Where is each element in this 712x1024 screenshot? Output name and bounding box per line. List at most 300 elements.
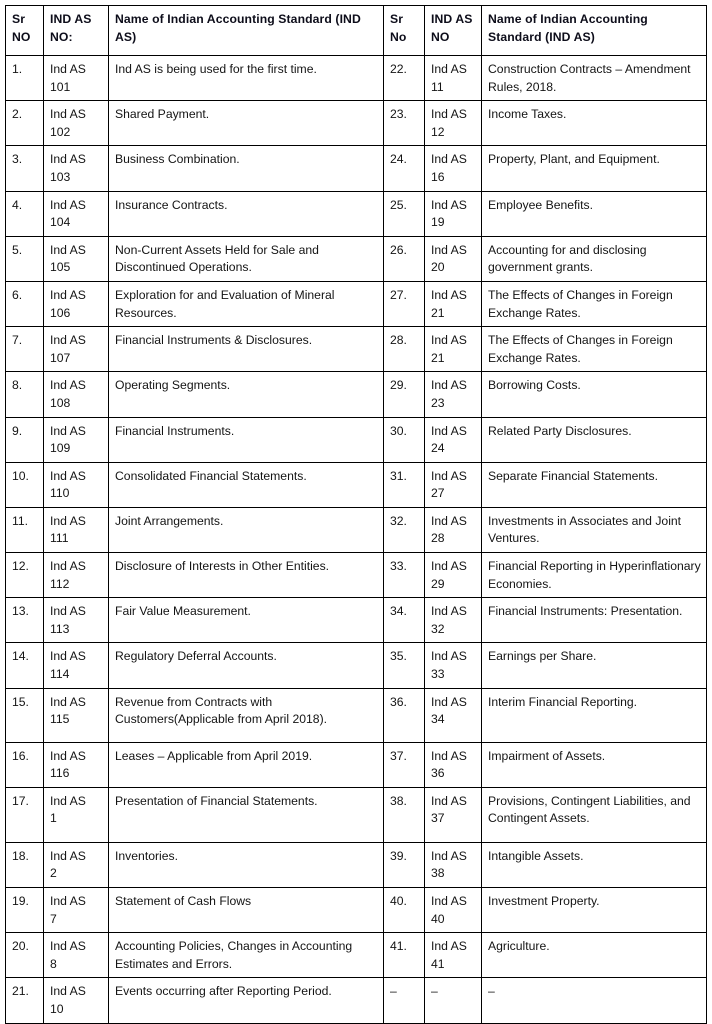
cell-sr-no-left (6, 787, 44, 842)
cell-ind-as-no-left-prefix: Ind AS (50, 423, 86, 438)
cell-standard-name-right-text: Interim Financial Reporting. (488, 694, 638, 709)
cell-sr-no-left (6, 553, 44, 598)
cell-ind-as-no-left-number: 112 (50, 576, 70, 591)
cell-standard-name-left (109, 327, 384, 372)
cell-ind-as-no-left-number: 101 (50, 79, 71, 94)
cell-ind-as-no-left-wrapper (50, 894, 86, 926)
cell-sr-no-right-text: 33. (390, 559, 407, 574)
cell-ind-as-no-left-wrapper (50, 559, 86, 591)
table-body (6, 56, 707, 1024)
cell-standard-name-right-text: Property, Plant, and Equipment. (488, 152, 660, 167)
cell-sr-no-right (384, 688, 425, 742)
cell-standard-name-left-text: Insurance Contracts. (115, 197, 228, 212)
table-row (6, 507, 707, 552)
cell-ind-as-no-right-wrapper (431, 849, 467, 881)
cell-ind-as-no-right-wrapper (431, 695, 467, 727)
cell-ind-as-no-left-wrapper (50, 794, 86, 826)
cell-standard-name-left-text: Joint Arrangements. (115, 513, 224, 528)
cell-sr-no-left-text: 5. (12, 242, 23, 257)
cell-ind-as-no-left-wrapper (50, 243, 86, 275)
cell-standard-name-left (109, 372, 384, 417)
cell-ind-as-no-right-number: 41 (431, 956, 445, 971)
cell-ind-as-no-left-number: 2 (50, 866, 57, 881)
cell-ind-as-no-right-number: 27 (431, 486, 445, 501)
cell-standard-name-right (482, 191, 707, 236)
cell-sr-no-right (384, 56, 425, 101)
cell-ind-as-no-left (44, 236, 109, 281)
cell-sr-no-right (384, 742, 425, 787)
cell-sr-no-right (384, 888, 425, 933)
cell-standard-name-left-text: Financial Instruments. (115, 423, 235, 438)
cell-ind-as-no-right (425, 842, 482, 887)
header-line-2: NO (12, 29, 31, 44)
cell-standard-name-right-text: Financial Reporting in Hyperinflationary Economies. (488, 559, 701, 591)
cell-ind-as-no-left (44, 417, 109, 462)
cell-standard-name-right-text: Separate Financial Statements. (488, 468, 659, 483)
cell-ind-as-no-right-prefix: Ind AS (431, 748, 467, 763)
cell-standard-name-left-text: Business Combination. (115, 152, 240, 167)
cell-ind-as-no-right-wrapper (431, 62, 467, 94)
cell-ind-as-no-left-number: 113 (50, 621, 70, 636)
cell-ind-as-no-right-number: 21 (431, 305, 445, 320)
header-line-2: AS) (115, 29, 137, 44)
cell-ind-as-no-right-prefix: Ind AS (431, 333, 467, 348)
cell-ind-as-no-right-wrapper (431, 939, 467, 971)
cell-ind-as-no-right-wrapper (431, 198, 467, 230)
cell-ind-as-no-right-wrapper (431, 559, 467, 591)
cell-sr-no-right (384, 236, 425, 281)
cell-ind-as-no-left-prefix: Ind AS (50, 604, 86, 619)
cell-sr-no-right (384, 643, 425, 688)
cell-ind-as-no-right (425, 462, 482, 507)
cell-standard-name-right-text: The Effects of Changes in Foreign Exchange Rates. (488, 287, 673, 320)
cell-standard-name-right (482, 462, 707, 507)
table-row (6, 787, 707, 842)
cell-sr-no-left (6, 888, 44, 933)
cell-sr-no-right (384, 978, 425, 1023)
cell-ind-as-no-left-prefix: Ind AS (50, 848, 86, 863)
cell-ind-as-no-right-wrapper (431, 514, 467, 546)
cell-ind-as-no-right-prefix: Ind AS (431, 287, 467, 302)
cell-ind-as-no-right-prefix: Ind AS (431, 468, 467, 483)
cell-standard-name-left (109, 688, 384, 742)
cell-standard-name-left-text: Shared Payment. (115, 107, 210, 122)
header-line-1: Sr (390, 12, 404, 26)
cell-standard-name-left-text: Ind AS is being used for the first time. (115, 62, 317, 76)
cell-ind-as-no-left-prefix: Ind AS (50, 694, 86, 709)
cell-sr-no-left (6, 842, 44, 887)
cell-sr-no-right-text: 26. (390, 242, 407, 257)
column-header-ind-as-no-left (44, 6, 109, 56)
cell-ind-as-no-right-wrapper (431, 243, 467, 275)
cell-sr-no-left (6, 372, 44, 417)
cell-standard-name-left (109, 643, 384, 688)
cell-standard-name-right-text: Agriculture. (488, 939, 550, 954)
cell-ind-as-no-right-number: 12 (431, 124, 445, 139)
table-row (6, 417, 707, 462)
cell-ind-as-no-left-number: 108 (50, 395, 71, 410)
cell-ind-as-no-right-prefix: Ind AS (431, 939, 467, 954)
cell-sr-no-left-text: 12. (12, 559, 29, 574)
cell-ind-as-no-right-number: 38 (431, 866, 445, 881)
cell-ind-as-no-right (425, 643, 482, 688)
cell-ind-as-no-left (44, 643, 109, 688)
cell-ind-as-no-right (425, 101, 482, 146)
header-line-1: Name of Indian Accounting (488, 12, 648, 26)
cell-ind-as-no-right-wrapper (431, 649, 467, 681)
table-row (6, 842, 707, 887)
cell-ind-as-no-left (44, 56, 109, 101)
cell-ind-as-no-right-wrapper (431, 107, 467, 139)
table-row (6, 688, 707, 742)
cell-sr-no-left-text: 10. (12, 468, 29, 483)
cell-sr-no-right (384, 372, 425, 417)
cell-sr-no-right-text: 29. (390, 378, 407, 393)
column-header-standard-name-right (482, 6, 707, 56)
cell-sr-no-right-text: 32. (390, 513, 407, 528)
cell-sr-no-right-text: 27. (390, 287, 407, 302)
cell-ind-as-no-right-number: 24 (431, 441, 445, 456)
table-row (6, 598, 707, 643)
cell-standard-name-right (482, 236, 707, 281)
cell-standard-name-right (482, 978, 707, 1023)
cell-sr-no-left-text: 11. (12, 513, 29, 528)
cell-standard-name-right (482, 327, 707, 372)
cell-ind-as-no-left-prefix: Ind AS (50, 793, 86, 808)
cell-sr-no-left-text: 6. (12, 287, 23, 302)
cell-sr-no-left-text: 9. (12, 423, 23, 438)
cell-standard-name-left (109, 787, 384, 842)
cell-ind-as-no-right-number: 21 (431, 350, 445, 365)
cell-ind-as-no-left-prefix: Ind AS (50, 378, 86, 393)
cell-standard-name-left (109, 598, 384, 643)
cell-standard-name-right (482, 787, 707, 842)
header-line-1: Sr (12, 12, 26, 26)
cell-ind-as-no-right-prefix: Ind AS (431, 197, 467, 212)
table-row (6, 281, 707, 326)
cell-standard-name-right-text: Investments in Associates and Joint Ventures. (488, 513, 682, 546)
cell-standard-name-left (109, 146, 384, 191)
cell-ind-as-no-left-prefix: Ind AS (50, 894, 86, 908)
table-row (6, 553, 707, 598)
cell-ind-as-no-right (425, 56, 482, 101)
cell-standard-name-left (109, 101, 384, 146)
cell-ind-as-no-left (44, 553, 109, 598)
cell-standard-name-left-text: Events occurring after Reporting Period. (115, 984, 332, 999)
cell-sr-no-right-text: 40. (390, 894, 407, 908)
cell-sr-no-left-text: 1. (12, 62, 23, 76)
table-row (6, 462, 707, 507)
cell-ind-as-no-left-number: 7 (50, 911, 57, 926)
cell-sr-no-left (6, 462, 44, 507)
cell-ind-as-no-right-prefix: Ind AS (431, 423, 467, 438)
cell-ind-as-no-left-number: 104 (50, 215, 71, 230)
cell-ind-as-no-left-number: 111 (50, 531, 69, 546)
cell-sr-no-right (384, 101, 425, 146)
cell-standard-name-left (109, 462, 384, 507)
cell-standard-name-left (109, 553, 384, 598)
cell-sr-no-right-text: – (390, 984, 397, 999)
cell-ind-as-no-left-prefix: Ind AS (50, 333, 86, 348)
cell-ind-as-no-right-wrapper (431, 749, 467, 781)
cell-ind-as-no-right-wrapper (431, 333, 467, 365)
cell-ind-as-no-right-number: 33 (431, 667, 445, 682)
cell-sr-no-left-text: 14. (12, 649, 29, 664)
cell-standard-name-left-text: Non-Current Assets Held for Sale and Discontinued Operations. (115, 242, 319, 275)
cell-ind-as-no-left (44, 598, 109, 643)
table-row (6, 978, 707, 1023)
header-line-1: IND AS (50, 12, 92, 26)
cell-ind-as-no-left-prefix: Ind AS (50, 287, 86, 302)
cell-ind-as-no-left-prefix: Ind AS (50, 649, 86, 664)
cell-standard-name-left (109, 978, 384, 1023)
table-row (6, 742, 707, 787)
cell-ind-as-no-right (425, 191, 482, 236)
cell-ind-as-no-left-wrapper (50, 198, 86, 230)
cell-ind-as-no-left-number: 106 (50, 305, 71, 320)
cell-standard-name-right (482, 507, 707, 552)
cell-ind-as-no-left-wrapper (50, 984, 86, 1016)
cell-ind-as-no-right-prefix: Ind AS (431, 848, 467, 863)
cell-ind-as-no-left-wrapper (50, 649, 86, 681)
table-row (6, 146, 707, 191)
cell-ind-as-no-left-number: 1 (50, 811, 57, 826)
cell-standard-name-right-text: Construction Contracts – Amendment Rules, 2018. (488, 62, 691, 94)
cell-ind-as-no-right (425, 372, 482, 417)
cell-sr-no-left-text: 19. (12, 894, 29, 908)
cell-ind-as-no-right-wrapper (431, 794, 467, 826)
cell-ind-as-no-right (425, 553, 482, 598)
cell-standard-name-left (109, 742, 384, 787)
cell-standard-name-left-text: Disclosure of Interests in Other Entities. (115, 559, 330, 574)
cell-standard-name-right-text: Intangible Assets. (488, 848, 584, 863)
cell-sr-no-right-text: 24. (390, 152, 407, 167)
table-header-row (6, 6, 707, 56)
cell-sr-no-left (6, 507, 44, 552)
cell-sr-no-right-text: 39. (390, 848, 407, 863)
cell-sr-no-right (384, 842, 425, 887)
cell-sr-no-right-text: 41. (390, 939, 407, 954)
cell-sr-no-right-text: 28. (390, 333, 407, 348)
cell-ind-as-no-right-number: 40 (431, 911, 445, 926)
cell-standard-name-right-text: Related Party Disclosures. (488, 423, 632, 438)
cell-ind-as-no-right-wrapper (431, 984, 438, 998)
cell-sr-no-right (384, 598, 425, 643)
cell-ind-as-no-right-number: 32 (431, 621, 445, 636)
cell-ind-as-no-left-prefix: Ind AS (50, 197, 86, 212)
cell-standard-name-left-text: Accounting Policies, Changes in Accounting Estimates and Errors. (115, 939, 353, 971)
cell-ind-as-no-right (425, 281, 482, 326)
cell-ind-as-no-left-number: 115 (50, 712, 70, 727)
cell-sr-no-left-text: 8. (12, 378, 23, 393)
cell-standard-name-left-text: Leases – Applicable from April 2019. (115, 748, 313, 763)
cell-standard-name-right-text: Income Taxes. (488, 107, 567, 122)
cell-ind-as-no-left-number: 109 (50, 441, 71, 456)
table-row (6, 327, 707, 372)
cell-standard-name-right (482, 101, 707, 146)
table-row (6, 236, 707, 281)
cell-standard-name-right-text: Financial Instruments: Presentation. (488, 604, 683, 619)
cell-ind-as-no-right-prefix: Ind AS (431, 107, 467, 122)
cell-standard-name-right (482, 56, 707, 101)
cell-standard-name-right-text: Investment Property. (488, 894, 600, 908)
cell-ind-as-no-left (44, 462, 109, 507)
cell-ind-as-no-right-number: 20 (431, 260, 445, 275)
cell-sr-no-right-text: 35. (390, 649, 407, 664)
cell-ind-as-no-right-wrapper (431, 424, 467, 456)
header-line-1: IND AS (431, 12, 473, 26)
cell-sr-no-left-text: 15. (12, 694, 29, 709)
cell-ind-as-no-right-prefix: – (431, 984, 438, 999)
cell-ind-as-no-left (44, 281, 109, 326)
cell-sr-no-right (384, 191, 425, 236)
cell-ind-as-no-left-prefix: Ind AS (50, 62, 86, 76)
cell-ind-as-no-right-prefix: Ind AS (431, 378, 467, 393)
cell-sr-no-right (384, 417, 425, 462)
cell-ind-as-no-right (425, 787, 482, 842)
cell-ind-as-no-left-wrapper (50, 849, 86, 881)
cell-ind-as-no-left (44, 191, 109, 236)
cell-standard-name-left-text: Operating Segments. (115, 378, 231, 393)
cell-ind-as-no-left (44, 842, 109, 887)
cell-sr-no-right-text: 31. (390, 468, 407, 483)
cell-sr-no-left (6, 191, 44, 236)
cell-ind-as-no-right (425, 417, 482, 462)
cell-standard-name-left (109, 417, 384, 462)
cell-ind-as-no-left-wrapper (50, 107, 86, 139)
cell-ind-as-no-left-wrapper (50, 152, 86, 184)
cell-ind-as-no-left-wrapper (50, 333, 86, 365)
cell-ind-as-no-left-prefix: Ind AS (50, 107, 86, 122)
cell-standard-name-left (109, 842, 384, 887)
cell-sr-no-left-text: 3. (12, 152, 23, 167)
cell-ind-as-no-right (425, 888, 482, 933)
cell-ind-as-no-right-number: 23 (431, 395, 445, 410)
cell-ind-as-no-right-prefix: Ind AS (431, 242, 467, 257)
cell-ind-as-no-left-prefix: Ind AS (50, 152, 86, 167)
cell-sr-no-right-text: 34. (390, 604, 407, 619)
cell-ind-as-no-left-wrapper (50, 469, 86, 501)
cell-sr-no-left-text: 13. (12, 604, 29, 619)
cell-standard-name-right (482, 417, 707, 462)
cell-standard-name-right (482, 842, 707, 887)
header-line-2: NO (431, 29, 450, 44)
cell-ind-as-no-right-prefix: Ind AS (431, 649, 467, 664)
cell-sr-no-left (6, 101, 44, 146)
header-line-2: Standard (IND AS) (488, 29, 595, 44)
cell-standard-name-right (482, 742, 707, 787)
cell-sr-no-left (6, 236, 44, 281)
cell-ind-as-no-left (44, 978, 109, 1023)
cell-sr-no-right-text: 22. (390, 62, 407, 76)
cell-ind-as-no-left-wrapper (50, 514, 86, 546)
table-row (6, 888, 707, 933)
cell-sr-no-left (6, 417, 44, 462)
table-row (6, 933, 707, 978)
cell-ind-as-no-right-number: 36 (431, 766, 445, 781)
table-header (6, 6, 707, 56)
cell-ind-as-no-right (425, 236, 482, 281)
cell-standard-name-left-text: Fair Value Measurement. (115, 604, 251, 619)
cell-ind-as-no-left-number: 110 (50, 486, 70, 501)
header-line-2: NO: (50, 29, 73, 44)
cell-standard-name-right-text: The Effects of Changes in Foreign Exchange Rates. (488, 333, 673, 365)
cell-ind-as-no-left-number: 10 (50, 1001, 64, 1016)
cell-standard-name-right (482, 888, 707, 933)
cell-ind-as-no-right (425, 327, 482, 372)
cell-sr-no-right (384, 933, 425, 978)
cell-sr-no-left-text: 18. (12, 848, 29, 863)
cell-standard-name-right (482, 643, 707, 688)
cell-sr-no-right (384, 507, 425, 552)
column-header-standard-name-left (109, 6, 384, 56)
cell-standard-name-right (482, 146, 707, 191)
cell-ind-as-no-left-wrapper (50, 939, 86, 971)
cell-ind-as-no-left-prefix: Ind AS (50, 748, 86, 763)
cell-standard-name-left-text: Presentation of Financial Statements. (115, 793, 318, 808)
cell-ind-as-no-left-wrapper (50, 378, 86, 410)
cell-standard-name-right (482, 281, 707, 326)
cell-standard-name-left (109, 191, 384, 236)
cell-ind-as-no-left-prefix: Ind AS (50, 468, 86, 483)
cell-ind-as-no-right-prefix: Ind AS (431, 604, 467, 619)
cell-sr-no-left (6, 146, 44, 191)
cell-ind-as-no-right-prefix: Ind AS (431, 793, 467, 808)
cell-ind-as-no-left-wrapper (50, 288, 86, 320)
cell-ind-as-no-left (44, 146, 109, 191)
cell-ind-as-no-left (44, 372, 109, 417)
cell-ind-as-no-right-number: 11 (431, 79, 444, 94)
cell-ind-as-no-left-prefix: Ind AS (50, 559, 86, 574)
cell-ind-as-no-left-prefix: Ind AS (50, 939, 86, 954)
cell-ind-as-no-left-number: 114 (50, 667, 70, 682)
cell-ind-as-no-right-prefix: Ind AS (431, 694, 467, 709)
cell-ind-as-no-right-wrapper (431, 288, 467, 320)
cell-ind-as-no-right-prefix: Ind AS (431, 62, 467, 76)
cell-ind-as-no-right (425, 933, 482, 978)
cell-standard-name-left (109, 56, 384, 101)
cell-sr-no-right-text: 37. (390, 748, 407, 763)
cell-ind-as-no-left-number: 105 (50, 260, 71, 275)
cell-standard-name-right-text: – (488, 984, 495, 999)
cell-ind-as-no-right-prefix: Ind AS (431, 894, 467, 908)
table-row (6, 643, 707, 688)
cell-standard-name-right-text: Impairment of Assets. (488, 748, 606, 763)
cell-ind-as-no-right (425, 978, 482, 1023)
cell-standard-name-left-text: Revenue from Contracts with Customers(Applicable from April 2018). (115, 694, 328, 727)
table-row (6, 372, 707, 417)
table-row (6, 56, 707, 101)
cell-sr-no-left-text: 7. (12, 333, 23, 348)
cell-sr-no-left-text: 16. (12, 748, 29, 763)
header-line-1: Name of Indian Accounting Standard (IND (115, 12, 361, 26)
column-header-sr-no-left (6, 6, 44, 56)
cell-ind-as-no-left (44, 507, 109, 552)
cell-ind-as-no-left (44, 787, 109, 842)
cell-sr-no-right (384, 462, 425, 507)
indian-accounting-standards-table (5, 5, 707, 1024)
cell-standard-name-left-text: Regulatory Deferral Accounts. (115, 649, 277, 664)
cell-sr-no-right-text: 25. (390, 197, 407, 212)
cell-sr-no-right (384, 787, 425, 842)
cell-standard-name-left (109, 507, 384, 552)
cell-standard-name-left-text: Financial Instruments & Disclosures. (115, 333, 313, 348)
cell-standard-name-right (482, 553, 707, 598)
cell-standard-name-left-text: Consolidated Financial Statements. (115, 468, 307, 483)
cell-ind-as-no-right-wrapper (431, 894, 467, 926)
cell-ind-as-no-right-number: 37 (431, 811, 445, 826)
cell-standard-name-left (109, 888, 384, 933)
